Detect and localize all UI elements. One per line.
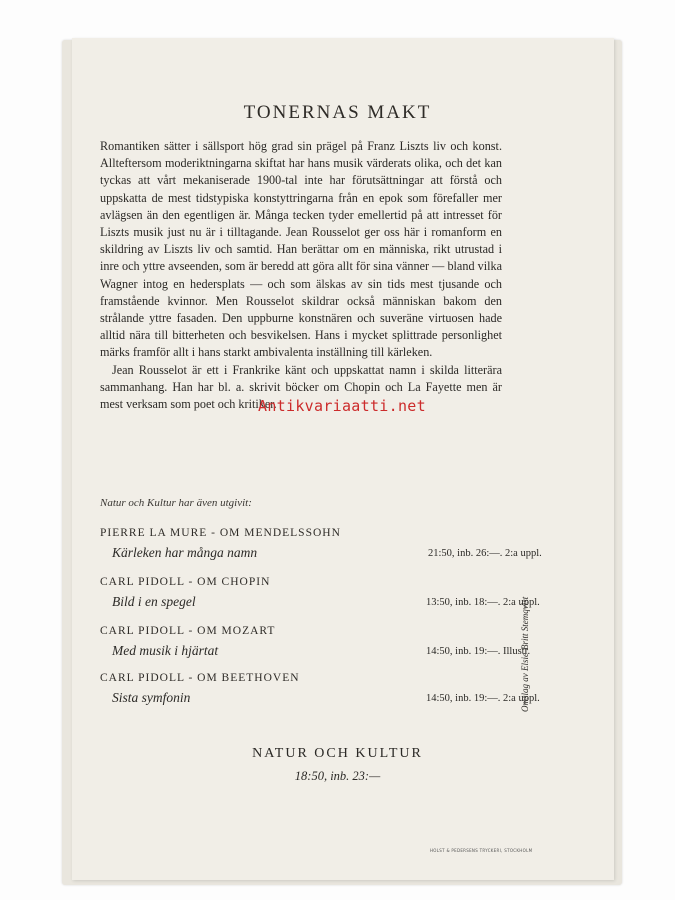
book-entry-title: Kärleken har många namn [112, 545, 258, 560]
book-price: 14:50, inb. 19:—. Illustr. [426, 646, 531, 657]
book-title-heading: TONERNAS MAKT [243, 102, 432, 123]
blurb-text [100, 138, 502, 413]
book-entry [100, 625, 531, 658]
book-entry-title: Sista symfonin [112, 690, 191, 705]
book-entry [100, 672, 540, 705]
book-price: 13:50, inb. 18:—. 2:a uppl. [426, 597, 540, 608]
book-author: PIERRE LA MURE - OM MENDELSSOHN [100, 527, 341, 539]
book-entry [100, 527, 542, 560]
publisher-price: 18:50, inb. 23:— [294, 769, 381, 783]
book-price: 21:50, inb. 26:—. 2:a uppl. [428, 548, 542, 559]
also-published-heading: Natur och Kultur har även utgivit: [100, 497, 252, 509]
watermark-text: Antikvariaatti.net [258, 397, 426, 415]
book-author: CARL PIDOLL - OM CHOPIN [100, 576, 271, 588]
publisher-name: NATUR OCH KULTUR [252, 746, 423, 761]
book-author: CARL PIDOLL - OM MOZART [100, 625, 276, 637]
book-entry-title: Bild i en spegel [112, 594, 196, 609]
blurb-paragraph-1: Romantiken sätter i sällsport hög grad sin prägel på Franz Liszts liv och konst. Allteftersom moderiktningarna skiftat har hans musik värderats olika, och det kan tyckas att vårt mekaniserade 1900-tal inte har förutsättningar att förstå och uppskatta de mest tidstypiska konstyttringarna från en epok som förefaller mer avlägsen än den egentligen är. Många tecken tyder emellertid på att intresset för Liszts musik just nu är i tilltagande. Jean Rousselot ger oss här i romanform en skildring av Liszts liv och samtid. Han berättar om en människa, rikt utrustad i inre och yttre avseenden, som är beredd att göra allt för sina vänner — bland vilka Wagner intog en hedersplats — och som älskas av sin tids mest tjusande och framstående kvinnor. Men Rousselot skildrar också människan bakom den strålande yttre fasaden. Den uppburne konstnären och suveräne virtuosen hade alltid nära till bitterheten och besvikelsen. Hans i mycket splittrade personlighet märks framför allt i hans starkt ambivalenta inställning till kärleken. [100, 139, 502, 360]
book-author: CARL PIDOLL - OM BEETHOVEN [100, 672, 300, 684]
book-entry [100, 576, 540, 609]
book-price: 14:50, inb. 19:—. 2:a uppl. [426, 693, 540, 704]
printer-line: HOLST & PEDERSENS TRYCKERI, STOCKHOLM [430, 848, 533, 853]
cover-credit: Omslag av Elsie-Britt Stemqvist [520, 596, 530, 712]
book-entry-title: Med musik i hjärtat [112, 643, 219, 658]
blurb-paragraph-2: Jean Rousselot är ett i Frankrike känt och uppskattat namn i skilda litterära sammanhang. Han har bl. a. skrivit böcker om Chopin och La Fayette men är mest verksam som poet och kritiker. [100, 362, 502, 412]
